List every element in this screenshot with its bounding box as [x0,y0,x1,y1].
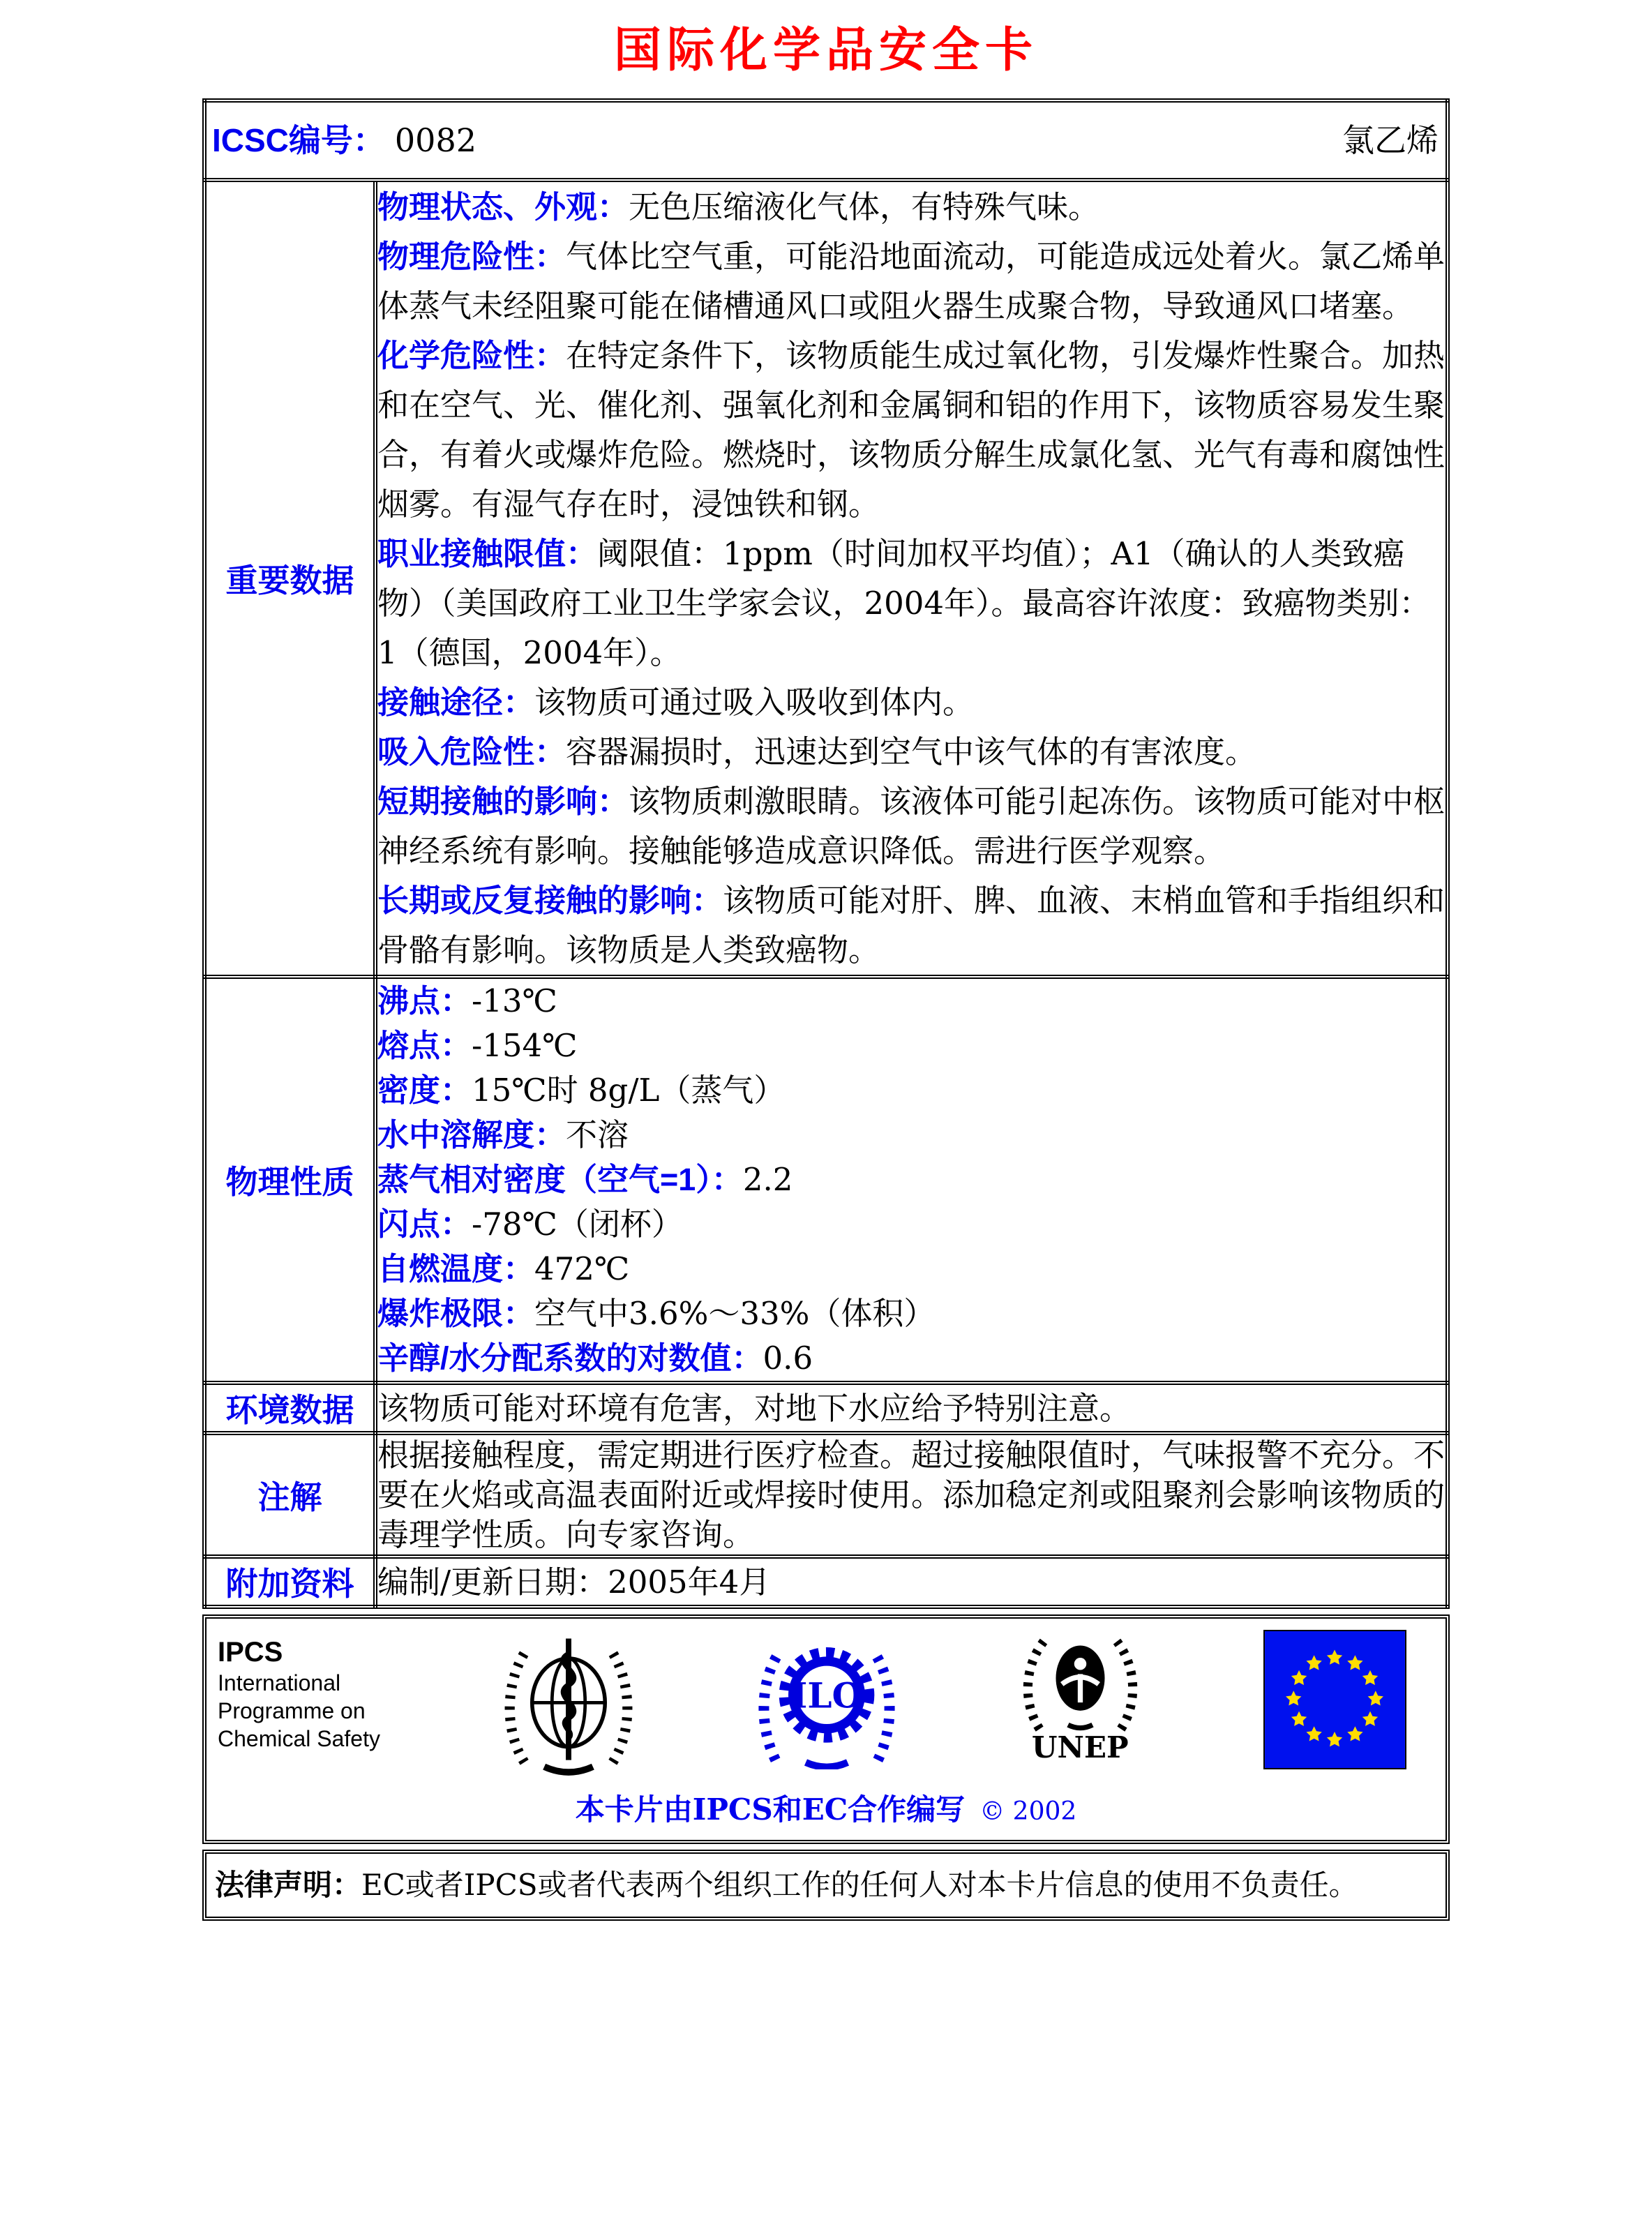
page-title: 国际化学品安全卡 [613,22,1038,78]
physical-property-item [377,1291,1446,1336]
row-label-physical-properties: 物理性质 [204,977,375,1383]
important-item [377,182,1446,232]
row-label-additional-information: 附加资料 [204,1557,375,1607]
icsc-main-table [202,98,1450,1609]
item-label: 爆炸极限： [377,1296,535,1331]
physical-property-item [377,1157,1446,1202]
item-label: 蒸气相对密度（空气=1）： [377,1162,743,1197]
item-text: 无色压缩液化气体，有特殊气味。 [629,188,1100,225]
item-label: 闪点： [377,1206,472,1242]
item-text: -78℃（闭杯） [472,1206,683,1243]
item-text: 气体比空气重，可能沿地面流动，可能造成远处着火。氯乙烯单体蒸气未经阻聚可能在储槽通风口或阻火器生成聚合物，导致通风口堵塞。 [377,238,1446,324]
row-label-important-data: 重要数据 [204,180,375,977]
important-data-cell [375,180,1448,977]
additional-information-text: 编制/更新日期：2005年4月 [375,1557,1448,1607]
item-label: 接触途径： [377,684,535,720]
important-item [377,727,1446,777]
item-label: 水中溶解度： [377,1117,566,1153]
item-label: 物理状态、外观： [377,189,629,225]
physical-properties-cell [375,977,1448,1383]
item-label: 自燃温度： [377,1251,535,1287]
notes-row [204,1433,1448,1557]
important-item [377,232,1446,331]
item-text: 0.6 [763,1340,813,1377]
physical-property-item [377,1024,1446,1068]
important-data-row [204,180,1448,977]
item-label: 辛醇/水分配系数的对数值： [377,1340,763,1376]
footer-logos-block [202,1614,1450,1844]
item-text: 该物质可通过吸入吸收到体内。 [534,684,975,721]
eu-flag-icon [1263,1630,1406,1769]
important-item [377,777,1446,876]
item-text: 15℃时 8g/L（蒸气） [472,1072,786,1109]
item-label: 长期或反复接触的影响： [377,883,723,918]
physical-property-item [377,1202,1446,1247]
unep-logo-icon [1019,1630,1141,1762]
item-label: 物理危险性： [377,239,566,274]
environmental-data-text: 该物质可能对环境有危害，对地下水应给予特别注意。 [375,1383,1448,1433]
copyright: © 2002 [979,1797,1077,1826]
ipcs-acronym: IPCS [218,1637,283,1668]
physical-property-item [377,1247,1446,1291]
item-label: 熔点： [377,1028,472,1063]
header-row [204,100,1448,180]
item-text: 2.2 [742,1161,793,1198]
who-logo-icon [502,1630,635,1783]
legal-text: EC或者IPCS或者代表两个组织工作的任何人对本卡片信息的使用不负责任。 [361,1868,1358,1902]
row-label-notes: 注解 [204,1433,375,1557]
notes-text: 根据接触程度，需定期进行医疗检查。超过接触限值时，气味报警不充分。不要在火焰或高温表面附近或焊接时使用。添加稳定剂或阻聚剂会影响该物质的毒理学性质。向专家咨询。 [375,1433,1448,1557]
important-item [377,876,1446,975]
credit-line [206,1783,1446,1840]
unep-label: UNEP [1031,1730,1129,1764]
physical-property-item [377,979,1446,1024]
physical-properties-row [204,977,1448,1383]
ilo-logo-icon [757,1630,896,1772]
important-item [377,677,1446,727]
physical-property-item [377,1336,1446,1381]
item-text: 不溶 [566,1116,629,1153]
additional-information-row [204,1557,1448,1607]
legal-notice-block [202,1850,1450,1921]
icsc-number-label: ICSC编号： [212,122,385,158]
item-label: 职业接触限值： [377,536,598,571]
ipcs-line: International [218,1670,341,1695]
row-label-environmental-data: 环境数据 [204,1383,375,1433]
item-text: 在特定条件下，该物质能生成过氧化物，引发爆炸性聚合。加热和在空气、光、催化剂、强氧化剂和金属铜和铝的作用下，该物质容易发生聚合，有着火或爆炸危险。燃烧时，该物质分解生成氯化氢、光气有毒和腐蚀性烟雾。有湿气存在时，浸蚀铁和钢。 [377,337,1446,523]
item-text: 472℃ [534,1250,630,1287]
important-item [377,331,1446,529]
item-label: 密度： [377,1072,472,1108]
icsc-number-value: 0082 [394,121,476,159]
important-item [377,529,1446,677]
physical-property-item [377,1113,1446,1157]
item-text: 容器漏损时，迅速达到空气中该气体的有害浓度。 [566,733,1257,770]
environmental-data-row [204,1383,1448,1433]
physical-property-item [377,1068,1446,1113]
item-label: 吸入危险性： [377,734,566,770]
item-text: -154℃ [472,1027,578,1064]
legal-label: 法律声明： [215,1868,362,1901]
ipcs-line: Chemical Safety [218,1726,380,1751]
item-label: 化学危险性： [377,338,566,373]
item-text: 该物质可能对肝、脾、血液、末梢血管和手指组织和骨骼有影响。该物质是人类致癌物。 [377,882,1446,968]
item-text: 该物质刺激眼睛。该液体可能引起冻伤。该物质可能对中枢神经系统有影响。接触能够造成意识降低。需进行医学观察。 [377,783,1446,869]
chemical-name: 氯乙烯 [1342,121,1439,159]
item-text: 阈限值：1ppm（时间加权平均值）；A1（确认的人类致癌物）（美国政府工业卫生学家会议，2004年）。最高容许浓度：致癌物类别：1（德国，2004年）。 [377,535,1431,671]
item-label: 沸点： [377,983,472,1019]
ipcs-text-block [218,1630,380,1753]
ilo-letters: ILO [791,1674,863,1716]
credit-text: 本卡片由IPCS和EC合作编写 [575,1792,966,1827]
item-text: 空气中3.6%～33%（体积） [534,1295,936,1332]
item-label: 短期接触的影响： [377,784,629,819]
ipcs-line: Programme on [218,1698,366,1723]
item-text: -13℃ [472,982,557,1019]
